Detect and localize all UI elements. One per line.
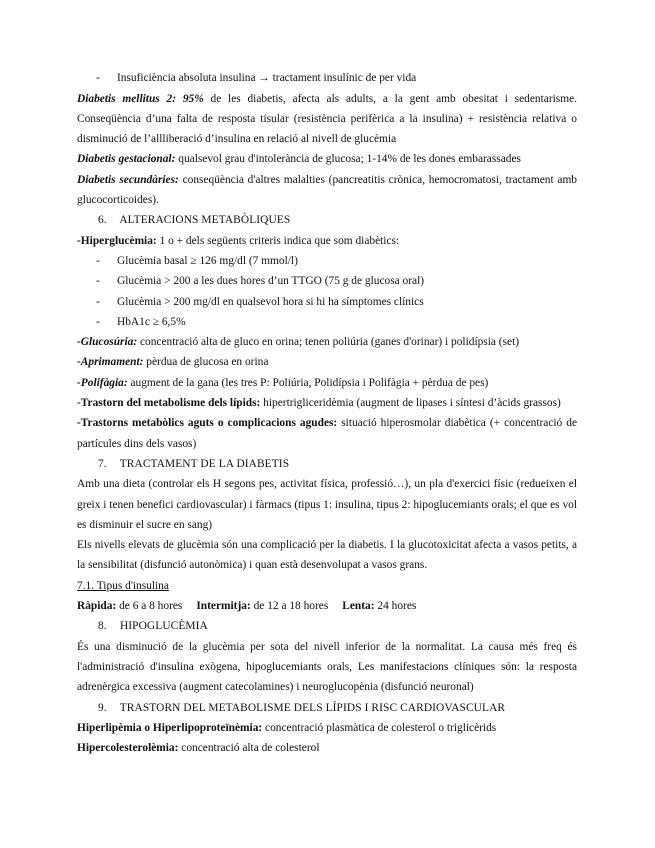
paragraph-acute-complications bbox=[77, 413, 577, 454]
paragraph-hyperglycemia bbox=[77, 231, 577, 251]
section-number: 6. bbox=[98, 214, 107, 227]
paragraph-lipid-disorder bbox=[77, 393, 577, 413]
term-glucosuria: -Glucosúria: bbox=[77, 336, 138, 349]
bullet-dash: - bbox=[96, 315, 100, 328]
paragraph-weightloss bbox=[77, 352, 577, 372]
criterion-text: Glucèmia > 200 a les dues hores d’un TTGO (75 g de glucosa oral) bbox=[117, 275, 425, 288]
bullet-dash: - bbox=[96, 254, 100, 267]
list-item-text: Insuficiència absoluta insulina → tractament insulínic de per vida bbox=[117, 72, 417, 84]
insulin-types-line bbox=[77, 596, 577, 616]
paragraph-treatment-2: Els nivells elevats de glucèmia són una complicació per la diabetis. I la glucotoxicitat afecta a vasos petits, a la sensibilitat (disfunció autonòmica) i quan està desenvolupat a vasos grans. bbox=[77, 539, 577, 572]
section-heading-7 bbox=[77, 454, 577, 474]
paragraph-glucosuria bbox=[77, 332, 577, 352]
document-page bbox=[77, 68, 577, 758]
paragraph-dm2 bbox=[77, 89, 577, 150]
list-item bbox=[77, 292, 577, 312]
section-title: TRACTAMENT DE LA DIABETIS bbox=[119, 457, 290, 470]
subsection-title: 7.1. Tipus d'insulina bbox=[77, 579, 169, 592]
criterion-text: HbA1c ≥ 6,5% bbox=[117, 315, 186, 328]
paragraph-treatment-1: Amb una dieta (controlar els H segons pes, activitat física, professió…), un pla d'exercici físic (redueixen el greix i tenen benefici cardiovascular) i fàrmacs (tipus 1: insulina, tipus 2: hipoglucemiants orals; el que es vol es disminuir el sucre en sang) bbox=[77, 478, 577, 531]
paragraph-hyperlipemia bbox=[77, 718, 577, 738]
paragraph-gestational bbox=[77, 149, 577, 169]
list-item bbox=[77, 271, 577, 291]
paragraph-hypoglycemia: És una disminució de la glucèmia per sota del nivell inferior de la normalitat. La causa més freq és l'administració d'insulina exògena, hipoglucemiants orals, Les manifestacions clíniques són: la resposta adrenèrgica excessiva (augment catecolamines) i neuroglucopènia (disfunció neuronal) bbox=[77, 640, 577, 694]
section-number: 7. bbox=[98, 457, 107, 470]
text-dm2: de les diabetis, afecta als adults, a la gent amb obesitat i sedentarisme. Conseqüència d’una falta de resposta tisular (resistència perifèrica a la insulina) + resistència relativa o disminució de l’allliberació d’insulina en relació al nivell de glucèmia bbox=[77, 92, 577, 146]
text-lipid-disorder: hipertrigliceridèmia (augment de lipases i síntesi d’àcids grassos) bbox=[260, 397, 561, 410]
insulin-type-term: Intermitja: bbox=[196, 600, 251, 613]
insulin-type-term: Lenta: bbox=[342, 600, 375, 613]
term-acute-complications: -Trastorns metabòlics aguts o complicacions agudes: bbox=[77, 417, 338, 430]
term-dm2: Diabetis mellitus 2: bbox=[77, 92, 177, 105]
insulin-type-term: Ràpida: bbox=[77, 600, 117, 613]
text-gestational: qualsevol grau d'intolerància de glucosa; 1-14% de les dones embarassades bbox=[175, 153, 521, 166]
text-hyperglycemia: 1 o + dels següents criteris indica que som diabètics: bbox=[156, 234, 400, 247]
section-number: 8. bbox=[98, 620, 107, 633]
text-hypercholesterolemia: concentració alta de colesterol bbox=[178, 742, 320, 755]
section-heading-6 bbox=[77, 210, 577, 230]
list-item bbox=[77, 68, 577, 88]
bullet-dash: - bbox=[96, 275, 100, 288]
text-glucosuria: concentració alta de gluco en orina; tenen poliúria (ganes d'orinar) i polidípsia (set) bbox=[137, 336, 520, 349]
bullet-dash: - bbox=[96, 295, 100, 308]
term-gestational: Diabetis gestacional: bbox=[77, 153, 176, 166]
list-item bbox=[77, 251, 577, 271]
term-polyphagia: -Polifàgia: bbox=[77, 376, 128, 389]
paragraph-polyphagia bbox=[77, 373, 577, 393]
criterion-text: Glucèmia basal ≥ 126 mg/dl (7 mmol/l) bbox=[117, 254, 298, 267]
insulin-type-text: de 12 a 18 hores bbox=[250, 600, 329, 613]
insulin-type-text: 24 hores bbox=[374, 600, 417, 613]
section-title: HIPOGLUCÈMIA bbox=[119, 620, 208, 633]
text-hyperlipemia: concentració plasmàtica de colesterol o triglicèrids bbox=[262, 721, 497, 734]
paragraph-hypercholesterolemia bbox=[77, 738, 577, 758]
bullet-dash: - bbox=[96, 72, 100, 84]
section-title: TRASTORN DEL METABOLISME DELS LÍPIDS I RISC CARDIOVASCULAR bbox=[119, 701, 506, 714]
section-title: ALTERACIONS METABÒLIQUES bbox=[119, 214, 291, 227]
subsection-heading-7-1 bbox=[77, 576, 577, 596]
section-heading-9 bbox=[77, 698, 577, 718]
insulin-type-text: de 6 a 8 hores bbox=[116, 600, 183, 613]
term-hyperlipemia: Hiperlipèmia o Hiperlipoproteïnèmia: bbox=[77, 721, 263, 734]
text-secondary: conseqüència d'altres malalties (pancreatitis crònica, hemocromatosi, tractament amb glucocorticoides). bbox=[77, 173, 577, 207]
criterion-text: Glucèmia > 200 mg/dl en qualsevol hora si hi ha símptomes clínics bbox=[117, 295, 424, 308]
text-weightloss: pèrdua de glucosa en orina bbox=[143, 356, 269, 369]
term-weightloss: -Aprimament: bbox=[77, 356, 144, 369]
section-heading-8 bbox=[77, 616, 577, 636]
term-hypercholesterolemia: Hipercolesterolèmia: bbox=[77, 742, 179, 755]
term-secondary: Diabetis secundàries: bbox=[77, 173, 179, 186]
term-dm2-pct: 95% bbox=[182, 92, 204, 105]
text-acute-complications: situació hiperosmolar diabètica (+ concentració de partícules dins dels vasos) bbox=[77, 417, 577, 450]
paragraph-secondary bbox=[77, 170, 577, 211]
section-number: 9. bbox=[98, 701, 107, 714]
text-polyphagia: augment de la gana (les tres P: Poliúria, Polidípsia i Polifàgia + pèrdua de pes) bbox=[127, 376, 489, 389]
term-hyperglycemia: -Hiperglucèmia: bbox=[77, 234, 157, 247]
list-item bbox=[77, 312, 577, 332]
term-lipid-disorder: -Trastorn del metabolisme dels lípids: bbox=[77, 397, 261, 410]
